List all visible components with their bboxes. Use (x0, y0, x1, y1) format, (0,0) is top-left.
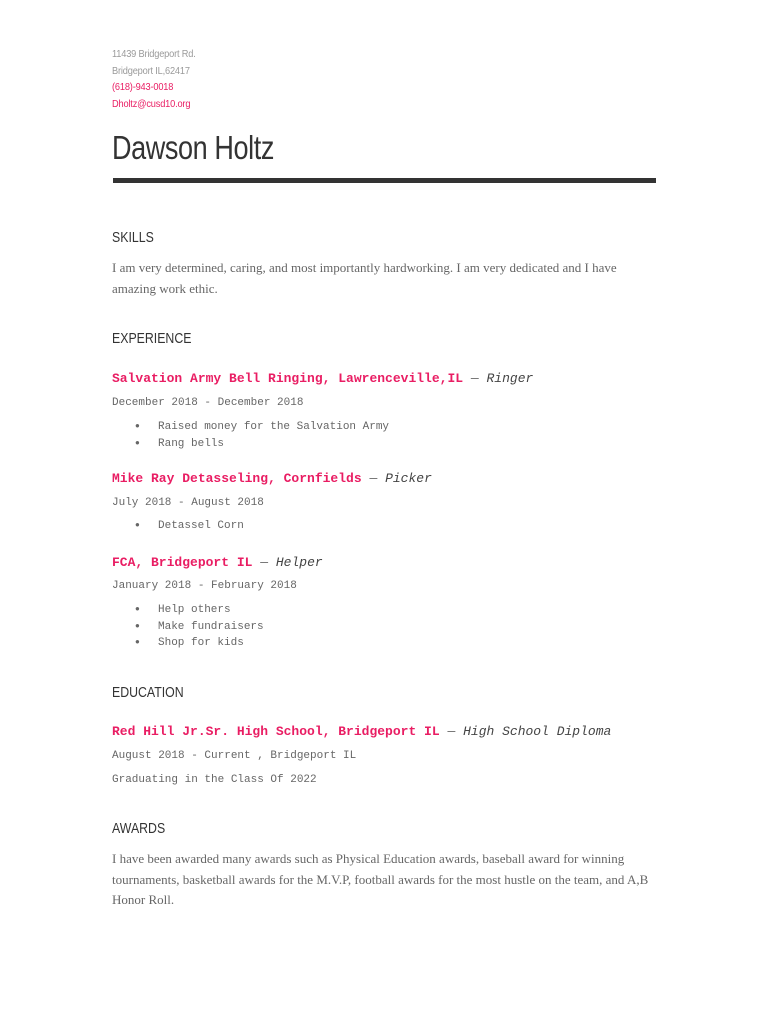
degree-name: High School Diploma (463, 724, 612, 739)
job-duties (112, 602, 264, 652)
job-separator: — (470, 371, 479, 386)
job-organization: Salvation Army Bell Ringing, Lawrenceville,IL (112, 371, 464, 386)
list-item: ● Detassel Corn (112, 518, 244, 535)
job-title-line (112, 470, 432, 488)
education-dates: August 2018 - Current , Bridgeport IL (112, 750, 357, 762)
job-dates: December 2018 - December 2018 (112, 397, 304, 409)
awards-heading: AWARDS (112, 821, 166, 837)
phone-number: (618)-943-0018 (112, 81, 174, 94)
job-dates: July 2018 - August 2018 (112, 497, 264, 509)
job-role: Helper (275, 555, 323, 570)
job-organization: FCA, Bridgeport IL (112, 555, 253, 570)
list-item: ● Raised money for the Salvation Army (112, 419, 389, 436)
header-divider (113, 178, 656, 183)
awards-text: I have been awarded many awards such as Physical Education awards, baseball award for winning tournaments, basketball awards for the M.V.P, football awards for the most hustle on the team, and A,B Honor Roll. (112, 851, 649, 907)
job-dates: January 2018 - February 2018 (112, 580, 297, 592)
job-separator: — (369, 471, 378, 486)
job-title-line (112, 554, 323, 572)
skills-heading: SKILLS (112, 230, 154, 246)
skills-text: I am very determined, caring, and most importantly hardworking. I am very dedicated and I have amazing work ethic. (112, 260, 617, 296)
experience-heading: EXPERIENCE (112, 331, 192, 347)
job-role: Picker (385, 471, 432, 486)
education-heading: EDUCATION (112, 685, 184, 701)
address-line-2: Bridgeport IL,62417 (112, 64, 190, 77)
school-name: Red Hill Jr.Sr. High School, Bridgeport IL (112, 724, 440, 739)
list-item: ● Rang bells (112, 436, 389, 453)
list-item: ● Make fundraisers (112, 619, 264, 636)
job-duties (112, 419, 389, 452)
contact-block (112, 46, 196, 112)
list-item: ● Shop for kids (112, 635, 264, 652)
education-note: Graduating in the Class Of 2022 (112, 774, 317, 786)
job-role: Ringer (486, 371, 534, 386)
resume-name: Dawson Holtz (112, 129, 275, 166)
job-duties (112, 518, 244, 535)
education-separator: — (447, 724, 456, 739)
email-address: Dholtz@cusd10.org (112, 97, 191, 110)
job-organization: Mike Ray Detasseling, Cornfields (112, 471, 362, 486)
list-item: ● Help others (112, 602, 264, 619)
job-separator: — (260, 555, 269, 570)
job-title-line (112, 370, 533, 388)
education-title-line (112, 723, 611, 741)
address-line-1: 11439 Bridgeport Rd. (112, 48, 196, 60)
